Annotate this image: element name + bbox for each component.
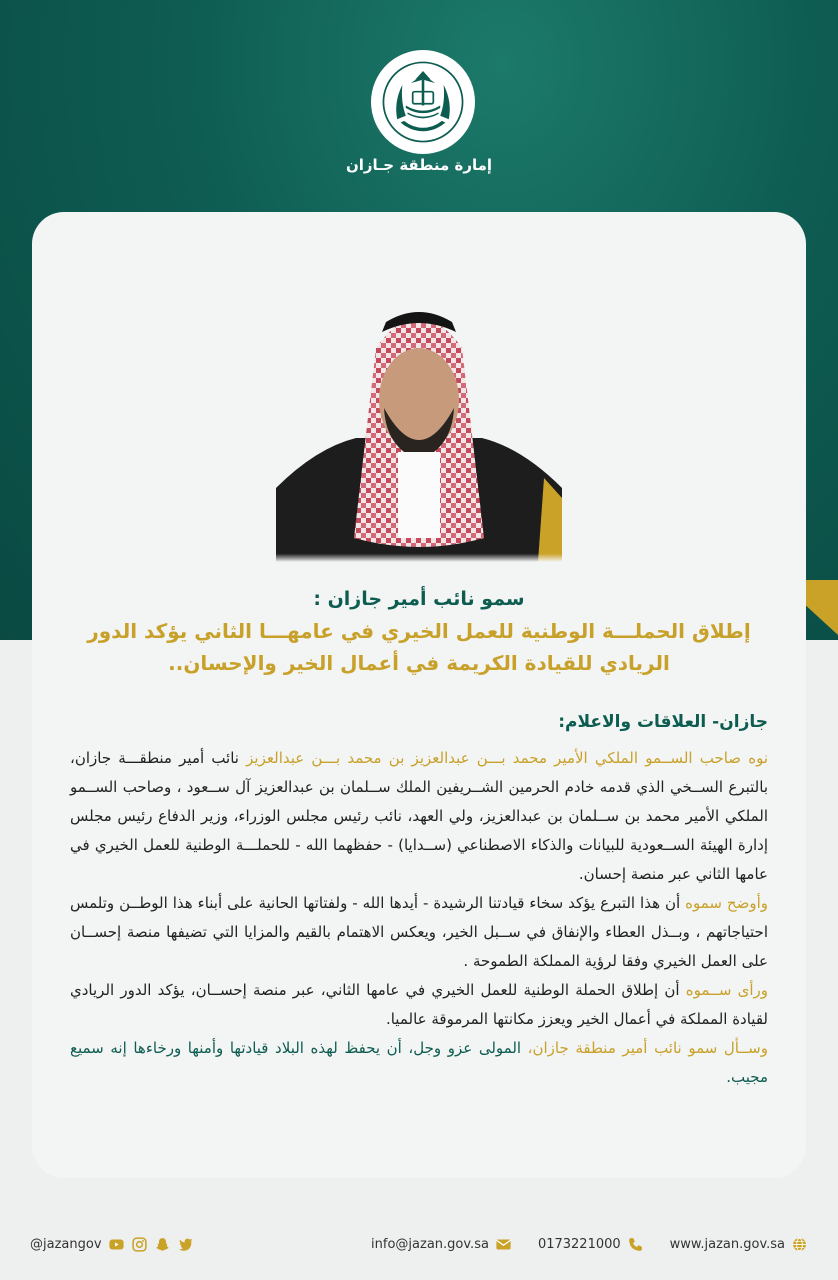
paragraph-1 (70, 744, 768, 889)
paragraph-3 (70, 976, 768, 1034)
headline (60, 585, 778, 679)
paragraph-4 (70, 1034, 768, 1092)
palm-swords-emblem-icon (380, 59, 466, 145)
article-body (70, 744, 768, 1092)
footer-contact-bar (0, 1226, 838, 1262)
youtube-icon[interactable] (108, 1236, 125, 1253)
paragraph-2 (70, 889, 768, 976)
paragraph-1-text: نائب أمير منطقـــة جازان، بالتبرع الســخي الذي قدمه خادم الحرمين الشــريفين الملك ســلمان بن عبدالعزيز آل ســعود ، وصاحب الســمو الملكي الأمير محمد بن ســلمان بن عبدالعزيز، ولي العهد، نائب رئيس مجلس الوزراء، وزير الدفاع رئيس مجلس إدارة الهيئة الســعودية للبيانات والذكاء الاصطناعي (ســدايا) - حفظهما الله - للحملـــة الوطنية للعمل الخيري (70, 749, 768, 854)
email-link[interactable]: info@jazan.gov.sa (371, 1236, 489, 1252)
phone-number[interactable]: 0173221000 (537, 1236, 621, 1252)
headline-main: إطلاق الحملـــة الوطنية للعمل الخيري في عامهـــا الثاني يؤكد الدور الريادي للقيادة الكريمة في أعمال الخير والإحسان.. (87, 619, 751, 675)
snapchat-icon[interactable] (154, 1236, 171, 1253)
social-handle[interactable]: @jazangov (30, 1236, 102, 1252)
phone-icon (627, 1236, 644, 1253)
paragraph-1-end: في عامها الثاني عبر منصة إحسان. (70, 836, 768, 883)
paragraph-3-lead: ورأى ســموه (685, 981, 768, 999)
portrait-photo (276, 288, 562, 562)
instagram-icon[interactable] (131, 1236, 148, 1253)
portrait-illustration (276, 288, 562, 562)
byline: جازان- العلاقات والاعلام: (558, 712, 768, 732)
emblem-logo (371, 50, 475, 154)
org-name: إمارة منطقة جـازان (345, 156, 493, 174)
paragraph-2-lead: وأوضح سموه (685, 894, 768, 912)
paragraph-4-text: المولى عزو وجل، أن يحفظ لهذه البلاد قيادتها وأمنها ورخاءها إنه سميع مجيب. (70, 1039, 768, 1086)
twitter-icon[interactable] (177, 1236, 194, 1253)
globe-icon (791, 1236, 808, 1253)
paragraph-2-text: أن هذا التبرع يؤكد سخاء قيادتنا الرشيدة - أيدها الله - ولفتاتها الحانية على أبناء هذا الوطــن وتلمس احتياجاتهم ، وبــذل العطاء والإنفاق في ســبل الخير، ويعكس الاهتمام بالقيم والمزايا التي تضيفها منصة إحســان على العمل الخيري وفقا لرؤية المملكة الطموحة . (70, 894, 768, 970)
paragraph-4-lead: وســأل سمو نائب أمير منطقة جازان، (527, 1039, 768, 1057)
contact-info (371, 1236, 808, 1253)
envelope-icon (495, 1236, 512, 1253)
headline-kicker: سمو نائب أمير جازان : (313, 588, 525, 610)
paragraph-1-lead: نوه صاحب الســمو الملكي الأمير محمد بـــن عبدالعزيز بن محمد بـــن عبدالعزيز (246, 749, 768, 767)
paragraph-3-text: أن إطلاق الحملة الوطنية للعمل الخيري في عامها الثاني، عبر منصة إحســان، يؤكد الدور الريادي لقيادة المملكة في أعمال الخير ويعزز مكانتها المرموقة عالميا. (70, 981, 768, 1028)
website-link[interactable]: www.jazan.gov.sa (669, 1236, 785, 1252)
social-links (30, 1236, 194, 1253)
